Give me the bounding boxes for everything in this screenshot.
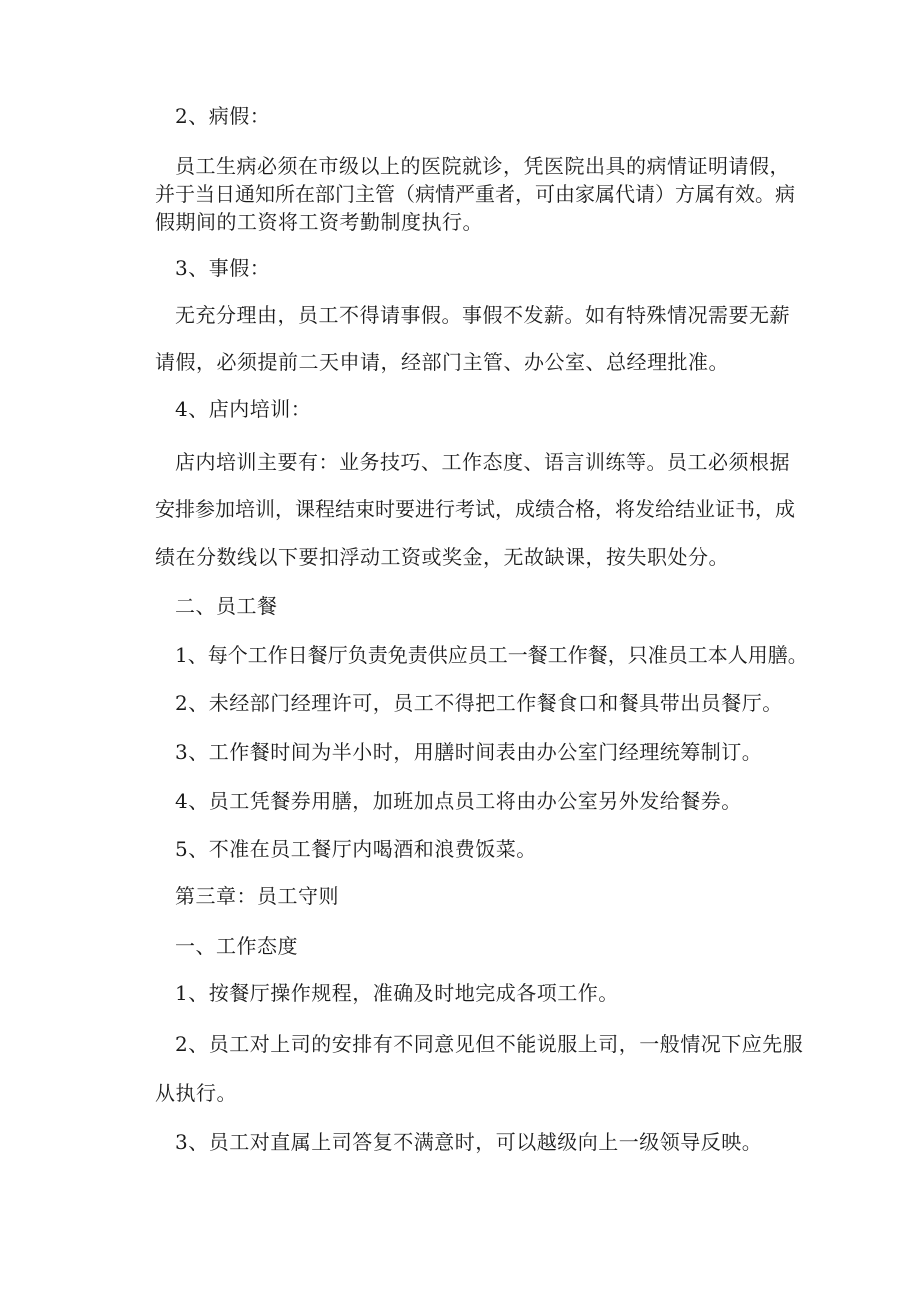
section-heading-training: 4、店内培训：: [175, 397, 312, 421]
list-item: 4、员工凭餐券用膳，加班加点员工将由办公室另外发给餐券。: [175, 789, 742, 813]
section-heading-personal-leave: 3、事假：: [175, 256, 271, 280]
list-item: 1、按餐厅操作规程，准确及时地完成各项工作。: [175, 981, 619, 1005]
paragraph-line: 店内培训主要有：业务技巧、工作态度、语言训练等。员工必须根据: [175, 450, 790, 474]
list-item: 5、不准在员工餐厅内喝酒和浪费饭菜。: [175, 837, 537, 861]
list-item-continuation: 从执行。: [155, 1081, 237, 1105]
list-item: 2、未经部门经理许可，员工不得把工作餐食口和餐具带出员餐厅。: [175, 691, 783, 715]
paragraph-line: 请假，必须提前二天申请，经部门主管、办公室、总经理批准。: [155, 350, 729, 374]
list-item: 3、员工对直属上司答复不满意时，可以越级向上一级领导反映。: [175, 1130, 763, 1154]
list-item: 3、工作餐时间为半小时，用膳时间表由办公室门经理统筹制订。: [175, 740, 763, 764]
paragraph-line: 并于当日通知所在部门主管（病情严重者，可由家属代请）方属有效。病: [155, 182, 795, 206]
paragraph-line: 假期间的工资将工资考勤制度执行。: [155, 210, 483, 234]
section-heading-work-attitude: 一、工作态度: [175, 934, 298, 958]
section-heading-sick-leave: 2、病假：: [175, 104, 271, 128]
paragraph-line: 员工生病必须在市级以上的医院就诊，凭医院出具的病情证明请假，: [175, 154, 790, 178]
paragraph-line: 无充分理由，员工不得请事假。事假不发薪。如有特殊情况需要无薪: [175, 303, 790, 327]
paragraph-line: 安排参加培训，课程结束时要进行考试，成绩合格，将发给结业证书，成: [155, 497, 795, 521]
chapter-heading: 第三章：员工守则: [175, 884, 339, 908]
paragraph-line: 绩在分数线以下要扣浮动工资或奖金，无故缺课，按失职处分。: [155, 545, 729, 569]
list-item: 1、每个工作日餐厅负责免责供应员工一餐工作餐，只准员工本人用膳。: [175, 643, 808, 667]
section-heading-staff-meals: 二、员工餐: [175, 594, 278, 618]
list-item: 2、员工对上司的安排有不同意见但不能说服上司，一般情况下应先服: [175, 1032, 804, 1056]
